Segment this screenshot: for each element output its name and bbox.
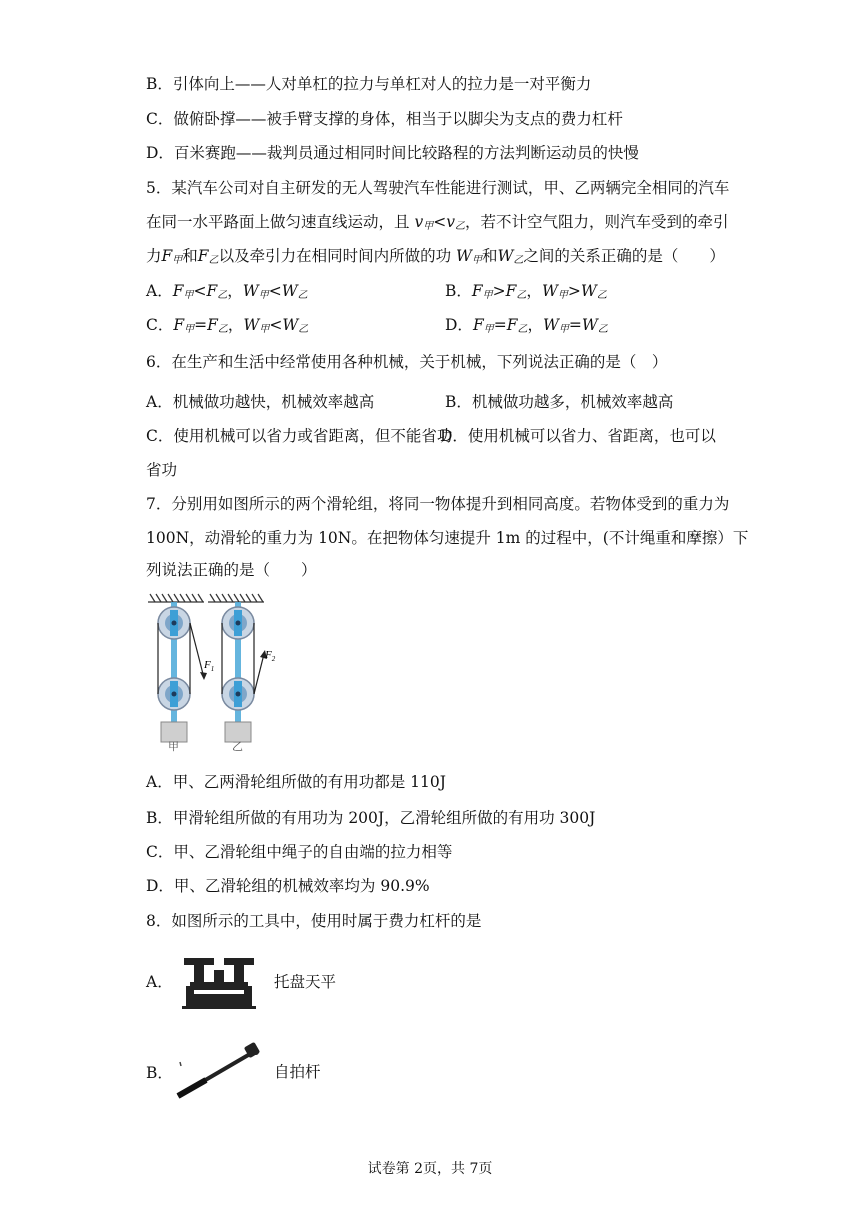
q8-option-b-name: 自拍杆	[274, 1063, 321, 1081]
q8-option-a-name: 托盘天平	[274, 973, 337, 991]
q6-option-b: B．机械做功越多，机械效率越高	[445, 393, 674, 411]
q7-option-b: B．甲滑轮组所做的有用功为 200J，乙滑轮组所做的有用功 300J	[146, 809, 596, 827]
pulley-group-jia	[158, 602, 207, 742]
q5-option-c: C．$F_甲=F_乙$，$W_甲<W_乙$	[146, 316, 309, 335]
q6-option-a: A．机械做功越快，机械效率越高	[146, 393, 375, 411]
q6-option-c: C．使用机械可以省力或省距离，但不能省功	[146, 427, 453, 445]
ceiling-hatch	[148, 594, 264, 602]
q7-option-a: A．甲、乙两滑轮组所做的有用功都是 110J	[146, 773, 446, 791]
q4-option-b: B．引体向上——人对单杠的拉力与单杠对人的拉力是一对平衡力	[146, 75, 592, 93]
q5-option-b: B．$F_甲>F_乙$，$W_甲>W_乙$	[445, 282, 607, 301]
balance-scale-image	[176, 952, 262, 1010]
q5-stem-line2: 在同一水平路面上做匀速直线运动，且 $v_甲<v_乙$，若不计空气阻力，则汽车受到的牵引	[146, 213, 729, 232]
q6-option-d-line2: 省功	[146, 461, 178, 479]
q5-option-a: A．$F_甲<F_乙$，$W_甲<W_乙$	[146, 282, 308, 301]
q5-stem-line3: 力$F_甲$和$F_乙$以及牵引力在相同时间内所做的功 $W_甲$和$W_乙$之间的关系正确的是（ ）	[146, 247, 725, 266]
label-yi: 乙	[232, 740, 243, 752]
q5-stem-line1: 5．某汽车公司对自主研发的无人驾驶汽车性能进行测试，甲、乙两辆完全相同的汽车	[146, 179, 730, 197]
q8-stem: 8．如图所示的工具中，使用时属于费力杠杆的是	[146, 912, 482, 930]
q4-option-d: D．百米赛跑——裁判员通过相同时间比较路程的方法判断运动员的快慢	[146, 144, 639, 162]
page-footer: 试卷第 2页，共 7页	[367, 1161, 493, 1177]
q7-option-d: D．甲、乙滑轮组的机械效率均为 90.9%	[146, 877, 430, 895]
q7-option-c: C．甲、乙滑轮组中绳子的自由端的拉力相等	[146, 843, 453, 861]
q7-stem-line1: 7．分别用如图所示的两个滑轮组，将同一物体提升到相同高度。若物体受到的重力为	[146, 495, 730, 513]
q7-stem-line2: 100N，动滑轮的重力为 10N。在把物体匀速提升 1m 的过程中，(不计绳重和摩擦）下	[146, 529, 749, 547]
q8-option-b-label: B．	[146, 1064, 173, 1082]
pulley-system-figure	[146, 588, 286, 752]
selfie-stick-image	[176, 1040, 266, 1100]
label-jia: 甲	[168, 740, 179, 752]
q6-option-d-line1: D．使用机械可以省力、省距离，也可以	[440, 427, 716, 445]
q8-option-a-label: A．	[146, 973, 173, 991]
force-f1-label: $F_1$	[204, 659, 215, 673]
pulley-group-yi	[222, 602, 267, 742]
force-f2-label: $F_2$	[265, 649, 276, 663]
q4-option-c: C．做俯卧撑——被手臂支撑的身体，相当于以脚尖为支点的费力杠杆	[146, 110, 623, 128]
q6-stem: 6．在生产和生活中经常使用各种机械，关于机械，下列说法正确的是（ ）	[146, 353, 668, 371]
q7-stem-line3: 列说法正确的是（ ）	[146, 561, 317, 579]
q5-option-d: D．$F_甲=F_乙$，$W_甲=W_乙$	[445, 316, 608, 335]
